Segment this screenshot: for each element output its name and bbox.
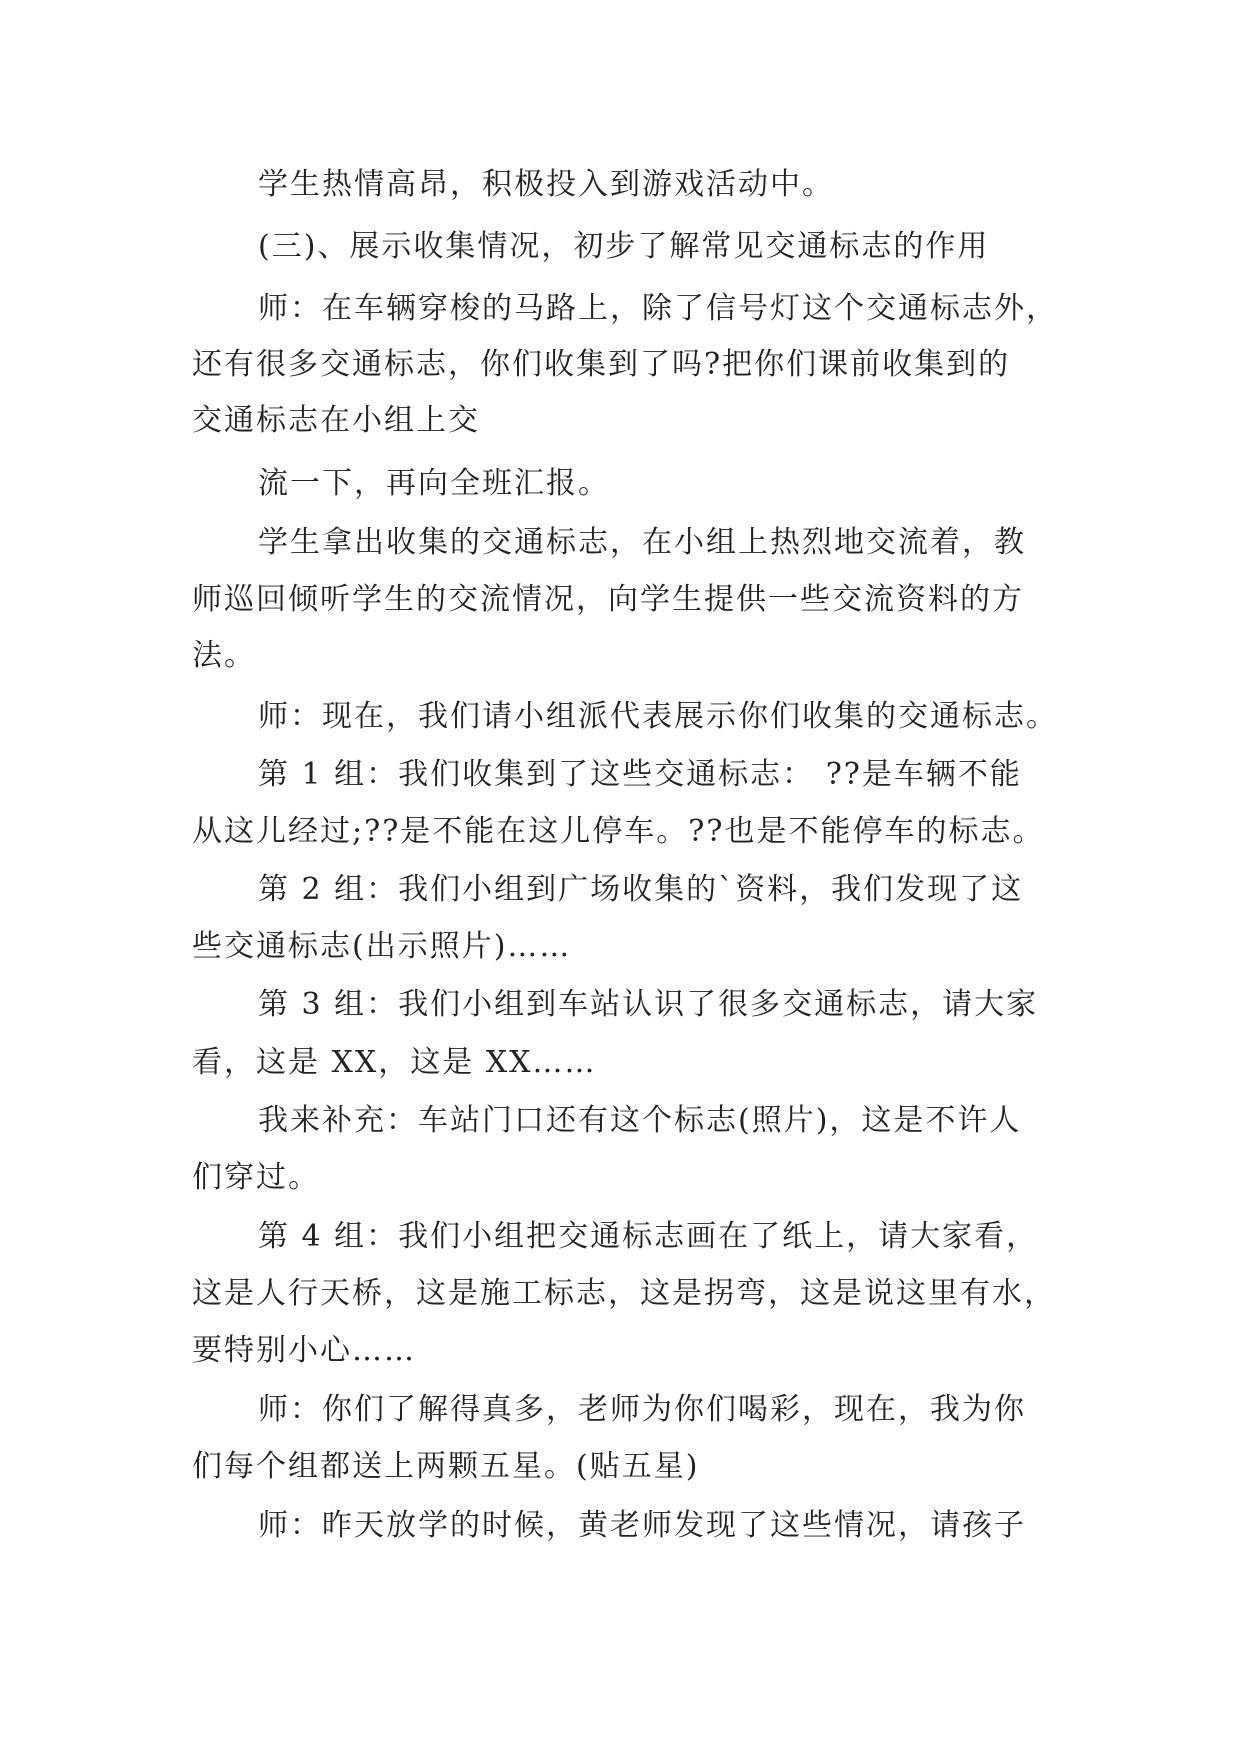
- text-line: 我来补充：车站门口还有这个标志(照片)，这是不许人: [258, 1103, 1022, 1138]
- text-line: 们每个组都送上两颗五星。(贴五星): [192, 1449, 700, 1484]
- text-line: 些交通标志(出示照片)……: [192, 929, 572, 964]
- text-line: 从这儿经过;??是不能在这儿停车。??也是不能停车的标志。: [192, 814, 1045, 849]
- text-line: 第 1 组：我们收集到了这些交通标志： ??是车辆不能: [258, 757, 1022, 792]
- text-line: 学生拿出收集的交通标志，在小组上热烈地交流着，教: [258, 525, 1026, 560]
- text-line: 法。: [192, 638, 256, 673]
- text-line: 这是人行天桥，这是施工标志，这是拐弯，这是说这里有水，: [192, 1276, 1056, 1311]
- text-line: 师巡回倾听学生的交流情况，向学生提供一些交流资料的方: [192, 582, 1024, 617]
- text-line: 第 4 组：我们小组把交通标志画在了纸上，请大家看，: [258, 1219, 1039, 1254]
- text-line: 师：你们了解得真多，老师为你们喝彩，现在，我为你: [258, 1392, 1026, 1427]
- text-line: 们穿过。: [192, 1160, 320, 1195]
- text-line: 看，这是 XX，这是 XX……: [192, 1045, 597, 1080]
- text-line: 要特别小心……: [192, 1333, 416, 1368]
- text-line: 第 3 组：我们小组到车站认识了很多交通标志，请大家: [258, 987, 1039, 1022]
- text-line: 交通标志在小组上交: [192, 403, 480, 438]
- text-line: 流一下，再向全班汇报。: [258, 466, 610, 501]
- text-line: 师：现在，我们请小组派代表展示你们收集的交通标志。: [258, 699, 1058, 734]
- section-heading: (三)、展示收集情况，初步了解常见交通标志的作用: [258, 229, 990, 264]
- text-line: 还有很多交通标志，你们收集到了吗?把你们课前收集到的: [192, 347, 1011, 382]
- text-line: 师：在车辆穿梭的马路上，除了信号灯这个交通标志外，: [258, 291, 1058, 326]
- text-line: 学生热情高昂，积极投入到游戏活动中。: [258, 167, 834, 202]
- text-line: 第 2 组：我们小组到广场收集的`资料，我们发现了这: [258, 872, 1024, 907]
- text-line: 师：昨天放学的时候，黄老师发现了这些情况，请孩子: [258, 1508, 1026, 1543]
